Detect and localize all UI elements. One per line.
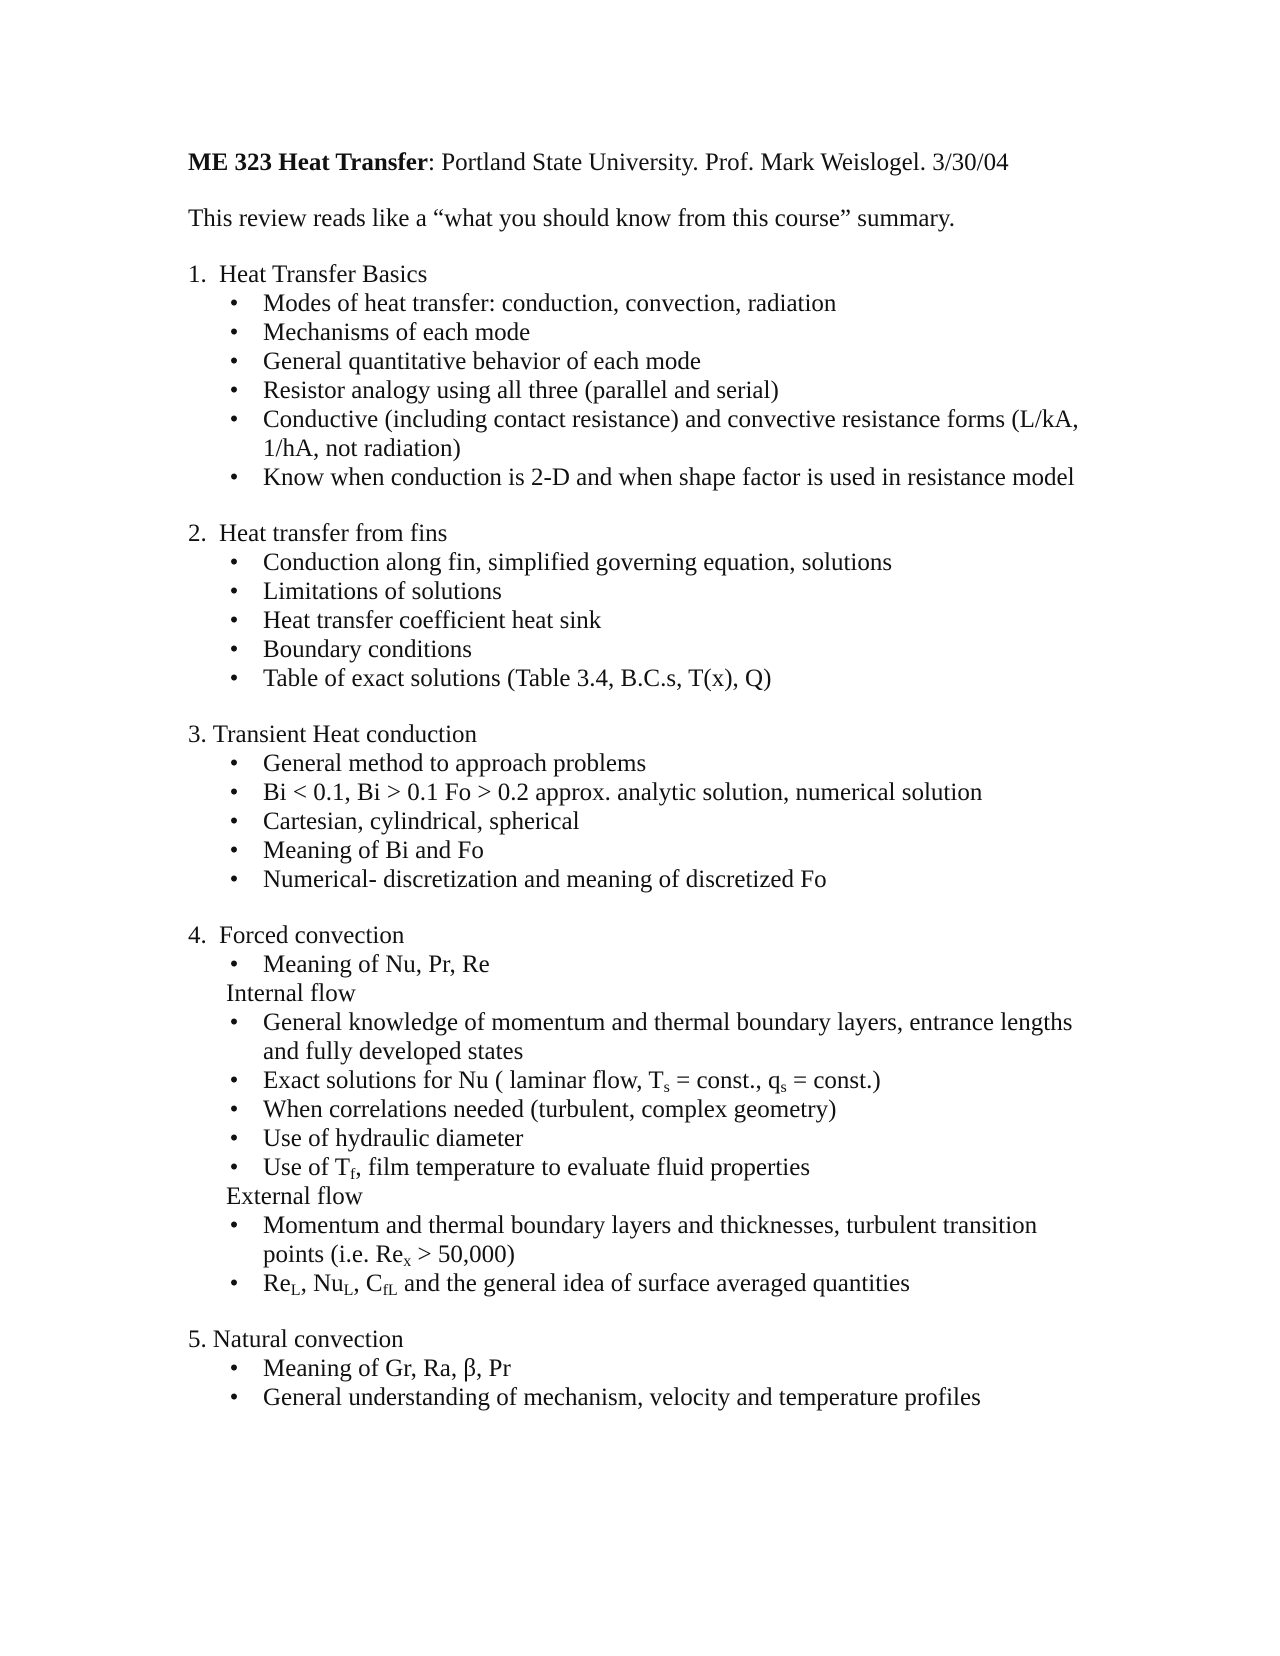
bullet-list bbox=[188, 548, 1088, 693]
section-title: Natural convection bbox=[212, 1326, 404, 1353]
section-heading bbox=[188, 921, 1088, 950]
list-item: • Conduction along fin, simplified governing equation, solutions bbox=[188, 548, 1088, 577]
section-number: 4. bbox=[188, 922, 207, 949]
list-item: • Boundary conditions bbox=[188, 635, 1088, 664]
bullet-icon: • bbox=[229, 1096, 239, 1123]
bullet-icon: • bbox=[229, 1384, 239, 1411]
list-item: • Momentum and thermal boundary layers and thicknesses, turbulent transition points (i.e. $Re_x > 50,000$) bbox=[188, 1211, 1088, 1269]
section-fins bbox=[188, 519, 1088, 693]
list-item: • General understanding of mechanism, velocity and temperature profiles bbox=[188, 1383, 1088, 1412]
bullet-icon: • bbox=[229, 866, 239, 893]
bullet-icon: • bbox=[229, 1154, 239, 1181]
bullet-icon: • bbox=[229, 665, 239, 692]
list-item: • Heat transfer coefficient heat sink bbox=[188, 606, 1088, 635]
bullet-icon: • bbox=[229, 1125, 239, 1152]
section-heat-transfer-basics bbox=[188, 260, 1088, 492]
list-item: • $Re_L$, $Nu_L$, $C_{fL}$ and the general idea of surface averaged quantities bbox=[188, 1269, 1088, 1298]
list-item: • Table of exact solutions (Table 3.4, B.C.s, T(x), Q) bbox=[188, 664, 1088, 693]
bullet-icon: • bbox=[229, 636, 239, 663]
list-item: • When correlations needed (turbulent, complex geometry) bbox=[188, 1095, 1088, 1124]
bullet-icon: • bbox=[229, 319, 239, 346]
list-item: • Resistor analogy using all three (parallel and serial) bbox=[188, 376, 1088, 405]
bullet-icon: • bbox=[229, 750, 239, 777]
bullet-icon: • bbox=[229, 808, 239, 835]
section-heading bbox=[188, 720, 1088, 749]
bullet-icon: • bbox=[229, 348, 239, 375]
bullet-list bbox=[188, 749, 1088, 894]
bullet-icon: • bbox=[229, 406, 239, 433]
course-name: ME 323 Heat Transfer bbox=[188, 149, 429, 176]
bullet-icon: • bbox=[229, 837, 239, 864]
subsection-label-external-flow: External flow bbox=[226, 1183, 363, 1210]
list-item: • Meaning of Bi and Fo bbox=[188, 836, 1088, 865]
list-item: • Cartesian, cylindrical, spherical bbox=[188, 807, 1088, 836]
list-item: • Know when conduction is 2-D and when shape factor is used in resistance model bbox=[188, 463, 1088, 492]
section-heading bbox=[188, 260, 1088, 289]
section-transient-conduction bbox=[188, 720, 1088, 894]
section-number: 2. bbox=[188, 520, 207, 547]
bullet-icon: • bbox=[229, 377, 239, 404]
section-heading bbox=[188, 519, 1088, 548]
list-item: • Modes of heat transfer: conduction, convection, radiation bbox=[188, 289, 1088, 318]
bullet-icon: • bbox=[229, 1067, 239, 1094]
bullet-icon: • bbox=[229, 1270, 239, 1297]
section-title: Heat Transfer Basics bbox=[219, 261, 428, 288]
bullet-icon: • bbox=[229, 578, 239, 605]
section-title: Heat transfer from fins bbox=[219, 520, 448, 547]
bullet-icon: • bbox=[229, 464, 239, 491]
bullet-list bbox=[188, 289, 1088, 492]
list-item: • Conductive (including contact resistance) and convective resistance forms (L/kA, 1/hA, not radiation) bbox=[188, 405, 1088, 463]
section-title: Forced convection bbox=[219, 922, 405, 949]
section-number: 3. bbox=[188, 721, 207, 748]
bullet-icon: • bbox=[229, 951, 239, 978]
list-item: • Mechanisms of each mode bbox=[188, 318, 1088, 347]
list-item: • Use of $T_f$, film temperature to evaluate fluid properties bbox=[188, 1153, 1088, 1182]
list-item: • General quantitative behavior of each mode bbox=[188, 347, 1088, 376]
section-number: 1. bbox=[188, 261, 207, 288]
section-number: 5. bbox=[188, 1326, 207, 1353]
list-item: • General method to approach problems bbox=[188, 749, 1088, 778]
section-forced-convection bbox=[188, 921, 1088, 1298]
list-item: • General knowledge of momentum and thermal boundary layers, entrance lengths and fully developed states bbox=[188, 1008, 1088, 1066]
section-title: Transient Heat conduction bbox=[212, 721, 478, 748]
bullet-list bbox=[188, 1211, 1088, 1298]
intro-text: This review reads like a “what you should know from this course” summary. bbox=[188, 205, 955, 232]
list-item: • Meaning of Nu, Pr, Re bbox=[188, 950, 1088, 979]
list-item: • Limitations of solutions bbox=[188, 577, 1088, 606]
list-item: • Numerical- discretization and meaning of discretized Fo bbox=[188, 865, 1088, 894]
bullet-icon: • bbox=[229, 1355, 239, 1382]
bullet-icon: • bbox=[229, 549, 239, 576]
document-title bbox=[188, 148, 1088, 177]
subsection-label-internal-flow: Internal flow bbox=[226, 980, 356, 1007]
document-page bbox=[188, 148, 1088, 1412]
bullet-list bbox=[188, 1354, 1088, 1412]
list-item: • Bi < 0.1, Bi > 0.1 Fo > 0.2 approx. analytic solution, numerical solution bbox=[188, 778, 1088, 807]
bullet-icon: • bbox=[229, 1009, 239, 1036]
list-item: • Use of hydraulic diameter bbox=[188, 1124, 1088, 1153]
bullet-icon: • bbox=[229, 607, 239, 634]
section-heading bbox=[188, 1325, 1088, 1354]
bullet-list bbox=[188, 950, 1088, 979]
list-item: • Exact solutions for Nu ( laminar flow, $T_s$ = const., $q_s$ = const.) bbox=[188, 1066, 1088, 1095]
bullet-icon: • bbox=[229, 290, 239, 317]
bullet-list bbox=[188, 1008, 1088, 1182]
section-natural-convection bbox=[188, 1325, 1088, 1412]
bullet-icon: • bbox=[229, 1212, 239, 1239]
title-details: : Portland State University. Prof. Mark Weislogel. 3/30/04 bbox=[428, 149, 1009, 176]
list-item: • Meaning of Gr, Ra, β, Pr bbox=[188, 1354, 1088, 1383]
bullet-icon: • bbox=[229, 779, 239, 806]
